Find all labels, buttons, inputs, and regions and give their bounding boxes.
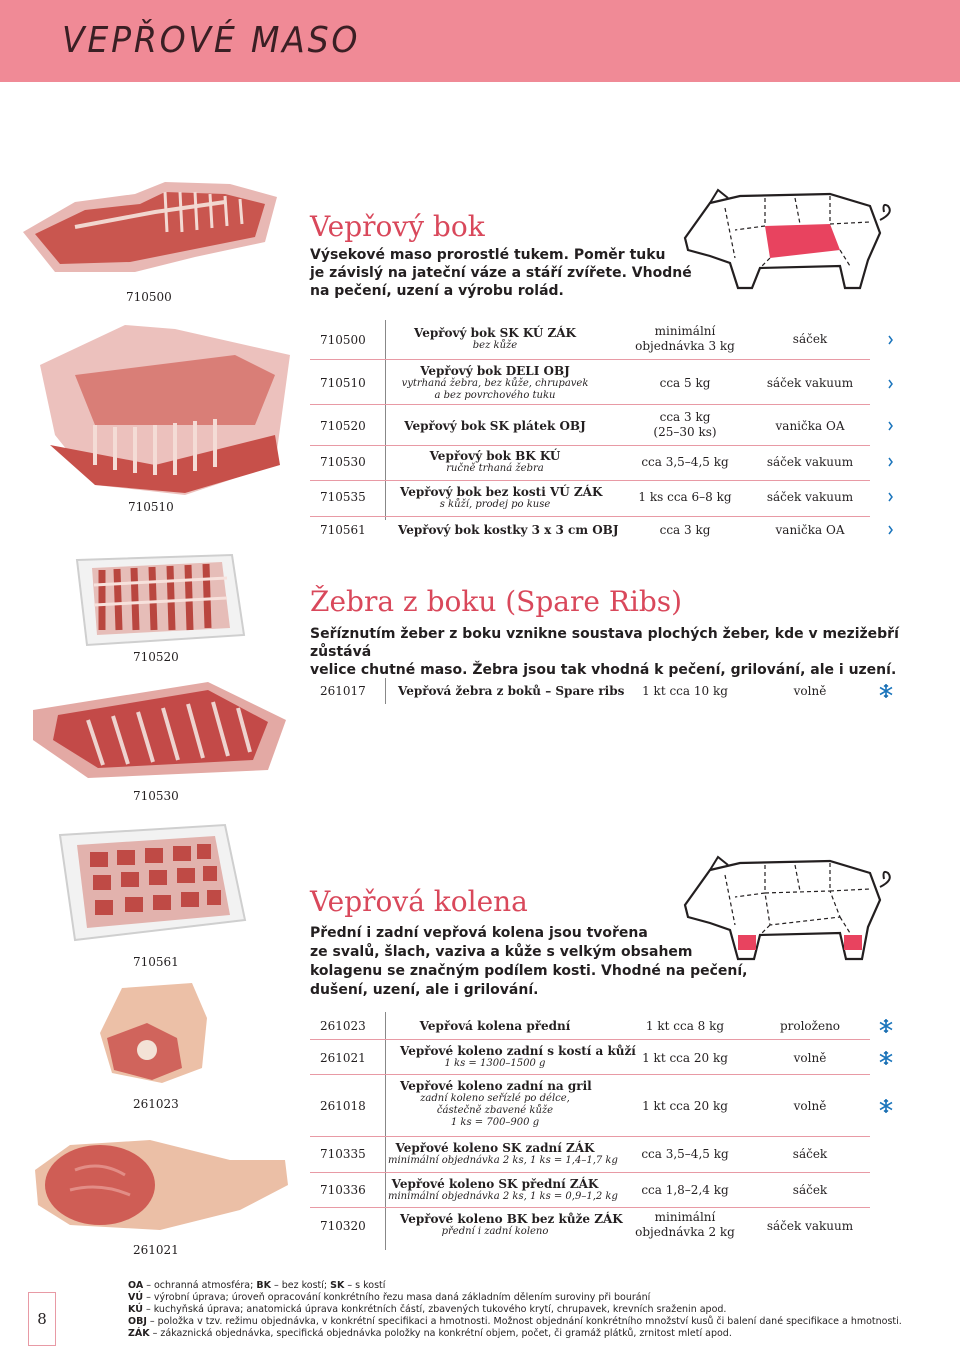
product-photo-710520 [72, 540, 247, 650]
row-rule [310, 1136, 870, 1137]
product-name-cell: Vepřový bok SK KÚ ZÁK bez kůže [414, 326, 576, 351]
page-number: 8 [28, 1292, 56, 1346]
product-amount: cca 3 kg (25–30 ks) [653, 410, 717, 439]
product-name-cell: Vepřové koleno SK zadní ZÁK minimální objednávka 2 ks, 1 ks = 1,4–1,7 kg [388, 1141, 618, 1166]
product-pack: sáček [792, 1147, 828, 1161]
product-amount: 1 kt cca 20 kg [642, 1099, 728, 1113]
product-code: 261021 [320, 1051, 366, 1065]
product-name-cell: Vepřové koleno zadní s kostí a kůží 1 ks = 1300–1500 g [400, 1044, 636, 1069]
product-code: 710336 [320, 1183, 366, 1197]
product-amount: cca 5 kg [659, 376, 711, 390]
product-pack: vanička OA [775, 419, 845, 433]
snowflake-icon [878, 1098, 894, 1114]
table-divider [385, 1012, 386, 1250]
product-code: 261017 [320, 684, 366, 698]
product-code: 710320 [320, 1219, 366, 1233]
chilled-icon [878, 376, 894, 392]
section-desc-zebra: Seříznutím žeber z boku vznikne soustava plochých žeber, kde v mezižebří zůstává velice chutné maso. Žebra jsou tak vhodná k pečení, grilování, ale i uzení. [310, 626, 899, 678]
section-title-zebra: Žebra z boku (Spare Ribs) [310, 585, 683, 618]
product-amount: minimální objednávka 3 kg [635, 324, 735, 353]
section-title-kolena: Vepřová kolena [310, 885, 528, 918]
chilled-icon [878, 332, 894, 348]
product-amount: cca 3 kg [659, 523, 711, 537]
product-amount: cca 1,8–2,4 kg [641, 1183, 729, 1197]
product-code: 710530 [320, 455, 366, 469]
product-photo-710561 [55, 820, 250, 945]
product-name-cell: Vepřový bok bez kosti VÚ ZÁK s kůží, prodej po kuse [400, 485, 603, 510]
product-name-cell: Vepřový bok BK KÚ ručně trhaná žebra [429, 449, 561, 474]
table-divider [385, 678, 386, 704]
product-code: 710535 [320, 490, 366, 504]
row-rule [310, 1039, 870, 1040]
product-name-cell: Vepřové koleno BK bez kůže ZÁK přední i zadní koleno [400, 1212, 623, 1237]
photo-label: 710561 [133, 955, 179, 969]
product-amount: cca 3,5–4,5 kg [641, 1147, 729, 1161]
legend-line: OA – ochranná atmosféra; BK – bez kostí; SK – s kostí [128, 1280, 386, 1291]
product-name-cell: Vepřový bok SK plátek OBJ [404, 419, 586, 433]
product-code: 710510 [320, 376, 366, 390]
product-pack: sáček vakuum [766, 376, 854, 390]
legend-line: OBJ – položka v tzv. režimu objednávka, v konkrétní specifikaci a hmotnosti. Možnost objednání konkrétního množství kusů či balení dané specifikace a hmotnosti. [128, 1316, 902, 1327]
product-code: 710500 [320, 333, 366, 347]
product-pack: sáček [792, 1183, 828, 1197]
row-rule [310, 1207, 870, 1208]
product-pack: vanička OA [775, 523, 845, 537]
product-pack: volně [793, 1099, 827, 1113]
legend-line: ZÁK – zákaznická objednávka, specifická objednávka položky na konkrétní objem, počet, či gramáž plátků, zrnitost mletí apod. [128, 1328, 732, 1339]
row-rule [310, 1172, 870, 1173]
product-pack: volně [793, 1051, 827, 1065]
product-name-cell: Vepřové koleno zadní na gril zadní koleno seřízlé po délce, částečně zbavené kůže 1 ks = 700–900 g [400, 1079, 592, 1128]
section-desc-kolena: Přední i zadní vepřová kolena jsou tvořena ze svalů, šlach, vaziva a kůže s velkým obsahem kolagenu se značným podílem kosti. Vhodné na pečení, dušení, uzení, ale i grilování. [310, 925, 748, 998]
product-code: 261018 [320, 1099, 366, 1113]
table-divider [385, 320, 386, 520]
section-title-bok: Vepřový bok [310, 210, 485, 243]
product-code: 710335 [320, 1147, 366, 1161]
product-photo-261021 [30, 1130, 290, 1240]
product-amount: 1 kt cca 20 kg [642, 1051, 728, 1065]
product-amount: cca 3,5–4,5 kg [641, 455, 729, 469]
photo-label: 710510 [128, 500, 174, 514]
product-photo-710510 [35, 315, 295, 500]
product-photo-710500 [15, 172, 285, 282]
row-rule [310, 445, 870, 446]
product-code: 710561 [320, 523, 366, 537]
section-desc-bok: Výsekové maso prorostlé tukem. Poměr tuku je závislý na jateční váze a stáří zvířete. Vhodné na pečení, uzení a výrobu rolád. [310, 247, 692, 299]
product-code: 261023 [320, 1019, 366, 1033]
product-amount: 1 kt cca 8 kg [645, 1019, 725, 1033]
abbreviation-legend [128, 1280, 928, 1340]
product-photo-261023 [92, 978, 212, 1088]
snowflake-icon [878, 683, 894, 699]
product-pack: sáček vakuum [766, 490, 854, 504]
product-pack: sáček [792, 332, 828, 346]
snowflake-icon [878, 1018, 894, 1034]
product-amount: minimální objednávka 2 kg [635, 1210, 735, 1239]
chilled-icon [878, 418, 894, 434]
product-name-cell: Vepřová kolena přední [419, 1019, 571, 1033]
product-name-cell: Vepřové koleno SK přední ZÁK minimální objednávka 2 ks, 1 ks = 0,9–1,2 kg [388, 1177, 618, 1202]
row-rule [310, 404, 870, 405]
chilled-icon [878, 489, 894, 505]
photo-label: 710520 [133, 650, 179, 664]
product-pack: volně [793, 684, 827, 698]
legend-line: KÚ – kuchyňská úprava; anatomická úprava konkrétních částí, zbavených tukového krytí, chrupavek, krevních sraženin apod. [128, 1304, 727, 1315]
row-rule [310, 480, 870, 481]
product-photo-710530 [28, 680, 290, 780]
row-rule [310, 516, 870, 517]
pig-cut-diagram-bok [680, 188, 895, 293]
product-amount: 1 kt cca 10 kg [642, 684, 728, 698]
product-name: Vepřová žebra z boků – Spare ribs [398, 684, 625, 698]
product-amount: 1 ks cca 6–8 kg [638, 490, 732, 504]
product-code: 710520 [320, 419, 366, 433]
row-rule [310, 359, 870, 360]
photo-label: 710500 [126, 290, 172, 304]
product-pack: sáček vakuum [766, 455, 854, 469]
page-title: VEPŘOVÉ MASO [62, 20, 361, 61]
chilled-icon [878, 454, 894, 470]
photo-label: 710530 [133, 789, 179, 803]
product-pack: proloženo [779, 1019, 841, 1033]
product-name: Vepřový bok kostky 3 x 3 cm OBJ [398, 523, 619, 537]
product-pack: sáček vakuum [766, 1219, 854, 1233]
chilled-icon [878, 522, 894, 538]
row-rule [310, 1074, 870, 1075]
snowflake-icon [878, 1050, 894, 1066]
legend-line: VÚ – výrobní úprava; úroveň opracování konkrétního řezu masa daná základním dělením suroviny při bourání [128, 1292, 651, 1303]
photo-label: 261021 [133, 1243, 179, 1257]
photo-label: 261023 [133, 1097, 179, 1111]
product-name-cell: Vepřový bok DELI OBJ vytrhaná žebra, bez kůže, chrupavek a bez povrchového tuku [401, 364, 589, 401]
